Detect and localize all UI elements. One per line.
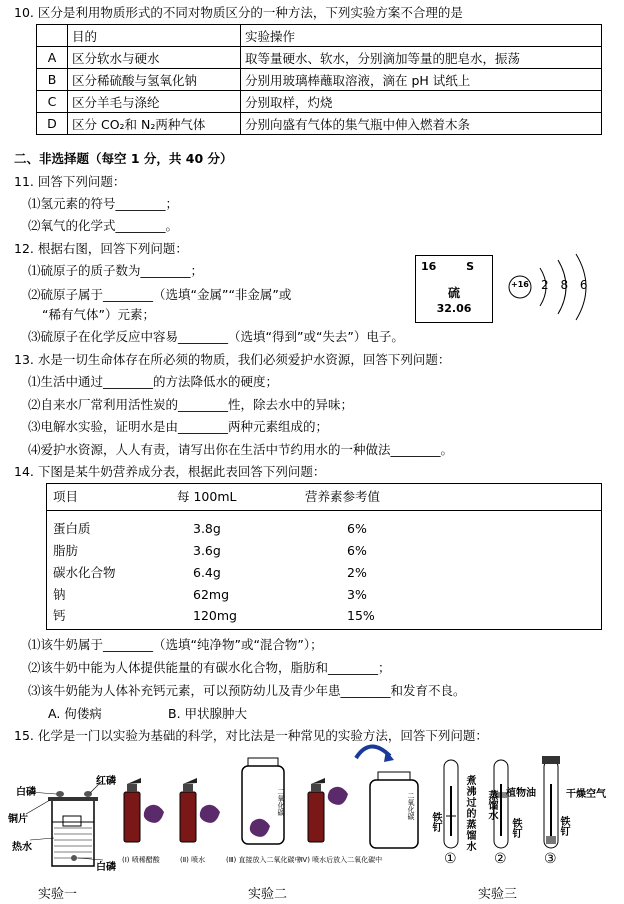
cell: 62mg — [193, 587, 230, 602]
q13-item: ⑴生活中通过________的方法降低水的硬度； — [28, 374, 279, 389]
element-name: 硫 — [447, 286, 460, 300]
q14-item: ⑶该牛奶能为人体补充钙元素，可以预防幼儿及青少年患________和发育不良。 — [28, 683, 466, 698]
exp3-label: 铁钉 — [558, 816, 569, 836]
table-row — [47, 607, 601, 625]
option-cell: B — [37, 69, 68, 91]
table-row — [37, 91, 602, 113]
q13-stem: 13. 水是一切生命体存在所必须的物质，我们必须爱护水资源，回答下列问题： — [14, 352, 451, 367]
cell: 脂肪 — [53, 543, 79, 558]
exp2-step: (Ⅳ) 喷水后放入二氧化碳中 — [298, 856, 383, 864]
experiment-two-diagram — [118, 740, 430, 865]
goal-cell: 区分软水与硬水 — [68, 47, 241, 69]
cell: 15% — [347, 608, 375, 623]
exp3-label: 铁钉 — [430, 812, 441, 832]
caption-experiment-one: 实验一 — [38, 887, 78, 902]
option-cell: C — [37, 91, 68, 113]
exp3-mark: ① — [444, 851, 457, 867]
goal-cell: 区分稀硫酸与氢氧化钠 — [68, 69, 241, 91]
q12-item: ⑵硫原子属于________（选填“金属”“非金属”或 — [28, 287, 292, 302]
q12-item: “稀有气体”）元素； — [42, 307, 155, 322]
table-row — [37, 47, 602, 69]
exp1-label: 红磷 — [96, 776, 116, 787]
table-header-row — [47, 488, 601, 506]
cell: 3.6g — [193, 543, 221, 558]
exp1-label: 白磷 — [96, 862, 116, 873]
q15-stem: 15. 化学是一门以实验为基础的科学，对比法是一种常见的实验方法，回答下列问题： — [14, 728, 488, 743]
exp1-label: 铜片 — [8, 814, 28, 825]
exp3-label: 铁钉 — [510, 818, 521, 838]
option-cell: A — [37, 47, 68, 69]
cell: 120mg — [193, 608, 237, 623]
header-cell: 每 100mL — [177, 489, 237, 504]
q13-item: ⑶电解水实验，证明水是由________两种元素组成的； — [28, 419, 329, 434]
caption-experiment-two: 实验二 — [248, 887, 288, 902]
q14-item: ⑵该牛奶中能为人体提供能量的有碳水化合物，脂肪和________； — [28, 660, 391, 675]
periodic-table-cell — [415, 255, 493, 323]
q10-stem: 10. 区分是利用物质形式的不同对物质区分的一种方法，下列实验方案不合理的是 — [14, 5, 463, 20]
q14-item: ⑴该牛奶属于________（选填“纯净物”或“混合物”）； — [28, 637, 323, 652]
q10-table — [36, 24, 602, 135]
table-row — [47, 586, 601, 604]
atomic-mass: 32.06 — [436, 302, 472, 315]
exp1-label: 白磷 — [16, 787, 36, 798]
exp2-step: (Ⅱ) 喷水 — [180, 856, 206, 864]
divider — [47, 510, 601, 511]
exp3-mark: ③ — [544, 851, 557, 867]
exp3-label: 干燥空气 — [566, 789, 606, 800]
table-row — [47, 564, 601, 582]
table-row — [37, 113, 602, 135]
jar-label: 二氧化碳 — [407, 792, 415, 820]
goal-cell: 区分羊毛与涤纶 — [68, 91, 241, 113]
cell: 碳水化合物 — [53, 565, 116, 580]
exp2-step: (I) 喷稀醋酸 — [122, 856, 160, 864]
section-heading: 二、非选择题（每空 1 分，共 40 分） — [14, 151, 233, 166]
q13-item: ⑷爱护水资源，人人有责，请写出你在生活中节约用水的一种做法________。 — [28, 442, 454, 457]
q12-stem: 12. 根据右图，回答下列问题： — [14, 241, 188, 256]
atom-shells: 2 8 6 — [541, 278, 592, 292]
jar-label: 二氧化碳 — [277, 788, 285, 816]
table-row — [37, 69, 602, 91]
q14-choice: A. 佝偻病 — [48, 706, 102, 721]
exp2-step: (Ⅲ) 直接放入二氧化碳中 — [226, 856, 302, 864]
operation-cell: 取等量硬水、软水，分别滴加等量的肥皂水，振荡 — [241, 47, 602, 69]
goal-cell: 区分 CO₂和 N₂两种气体 — [68, 113, 241, 135]
experiment-three-diagram — [432, 756, 612, 866]
q14-stem: 14. 下图是某牛奶营养成分表，根据此表回答下列问题： — [14, 464, 326, 479]
option-cell: D — [37, 113, 68, 135]
q11-item: ⑴氢元素的符号________； — [28, 196, 179, 211]
q12-item: ⑶硫原子在化学反应中容易________（选填“得到”或“失去”）电子。 — [28, 329, 404, 344]
cell: 钠 — [53, 587, 66, 602]
table-header-row — [37, 25, 602, 47]
operation-cell: 分别向盛有气体的集气瓶中伸入燃着木条 — [241, 113, 602, 135]
header-cell: 项目 — [53, 489, 79, 504]
operation-cell: 分别取样，灼烧 — [241, 91, 602, 113]
cell: 6.4g — [193, 565, 221, 580]
caption-experiment-three: 实验三 — [478, 887, 518, 902]
atomic-number: 16 — [421, 260, 437, 273]
cell: 蛋白质 — [53, 521, 91, 536]
atom-nucleus: +16 — [511, 280, 529, 289]
header-cell — [37, 25, 68, 47]
cell: 3% — [347, 587, 367, 602]
header-cell: 营养素参考值 — [305, 489, 381, 504]
q12-item: ⑴硫原子的质子数为________； — [28, 263, 204, 278]
nutrition-table — [46, 483, 602, 630]
exp3-label: 植物油 — [506, 788, 536, 799]
cell: 6% — [347, 543, 367, 558]
cell: 3.8g — [193, 521, 221, 536]
cell: 2% — [347, 565, 367, 580]
element-symbol: S — [466, 260, 474, 273]
exp3-label: 蒸馏水 — [486, 790, 497, 820]
q14-choice: B. 甲状腺肿大 — [168, 706, 248, 721]
cell: 6% — [347, 521, 367, 536]
header-cell: 目的 — [68, 25, 241, 47]
table-row — [47, 542, 601, 560]
q11-item: ⑵氧气的化学式________。 — [28, 218, 179, 233]
exp3-mark: ② — [494, 851, 507, 867]
operation-cell: 分别用玻璃棒蘸取溶液，滴在 pH 试纸上 — [241, 69, 602, 91]
cell: 钙 — [53, 608, 66, 623]
table-row — [47, 520, 601, 538]
header-cell: 实验操作 — [241, 25, 602, 47]
q11-stem: 11. 回答下列问题： — [14, 174, 126, 189]
q13-item: ⑵自来水厂常利用活性炭的________性，除去水中的异味； — [28, 397, 354, 412]
exp3-label: 煮沸过的蒸馏水 — [464, 775, 475, 852]
exp1-label: 热水 — [12, 842, 32, 853]
